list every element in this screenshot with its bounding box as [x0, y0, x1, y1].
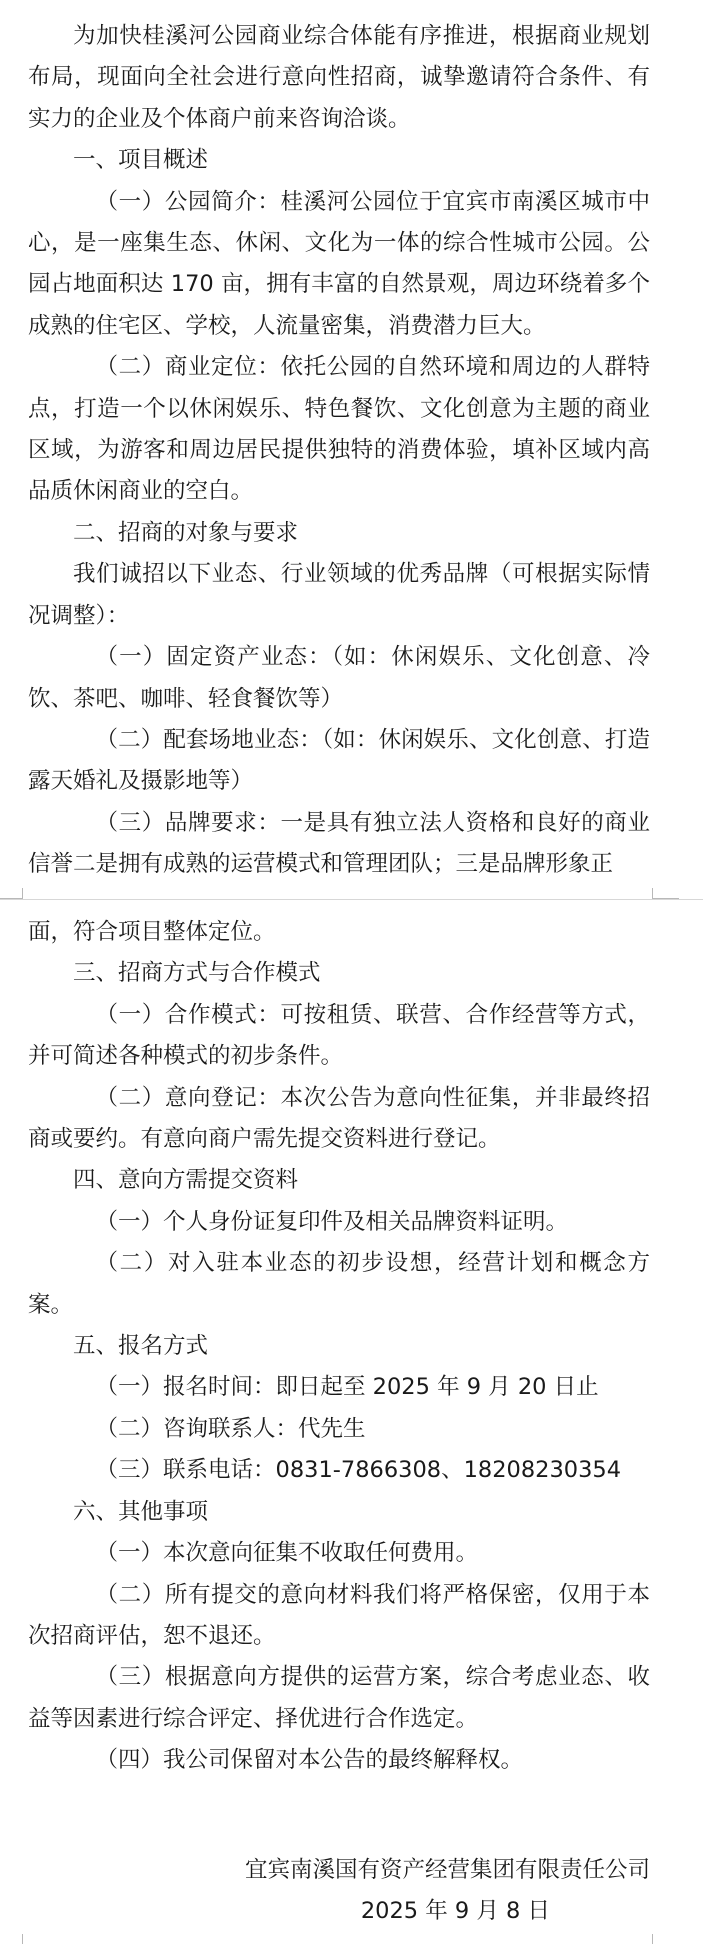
crop-mark — [0, 888, 23, 899]
signature-date — [28, 1891, 650, 1932]
section-2-paragraph-2: （二）配套场地业态：（如：休闲娱乐、文化创意、打造露天婚礼及摄影地等） — [28, 726, 650, 795]
section-1-heading: 一、项目概述 — [73, 147, 209, 174]
section-6-paragraph-3: （三）根据意向方提供的运营方案，综合考虑业态、收益等因素进行综合评定、择优进行合作选定。 — [28, 1664, 650, 1732]
section-4-heading: 四、意向方需提交资料 — [73, 1167, 299, 1194]
section-6-paragraph-1: （一）本次意向征集不收取任何费用。 — [95, 1540, 479, 1567]
section-6-paragraph-2: （二）所有提交的意向材料我们将严格保密，仅用于本次招商评估，恕不退还。 — [28, 1581, 650, 1649]
section-3-paragraph-2: （二）意向登记：本次公告为意向性征集，并非最终招商或要约。有意向商户需先提交资料进行登记。 — [28, 1084, 650, 1153]
section-5-paragraph-1: （一）报名时间：即日起至 2025 年 9 月 20 日止 — [95, 1374, 599, 1401]
document-page-2 — [0, 900, 703, 1944]
section-1-paragraph-2: （二）商业定位：依托公园的自然环境和周边的人群特点，打造一个以休闲娱乐、特色餐饮、文化创意为主题的商业区域，为游客和周边居民提供独特的消费体验，填补区域内高品质休闲商业的空白。 — [28, 354, 650, 505]
intro-paragraph: 为加快桂溪河公园商业综合体能有序推进，根据商业规划布局，现面向全社会进行意向性招商，诚挚邀请符合条件、有实力的企业及个体商户前来咨询洽谈。 — [28, 23, 650, 132]
section-6-paragraph-4: （四）我公司保留对本公告的最终解释权。 — [95, 1747, 524, 1774]
announcement-body — [28, 16, 650, 886]
section-2-paragraph-1: （一）固定资产业态：（如：休闲娱乐、文化创意、冷饮、茶吧、咖啡、轻食餐饮等） — [28, 644, 650, 712]
section-4-paragraph-2: （二）对入驻本业态的初步设想，经营计划和概念方案。 — [28, 1250, 650, 1318]
signature-company: 宜宾南溪国有资产经营集团有限责任公司 — [244, 1857, 650, 1883]
section-2-intro: 我们诚招以下业态、行业领域的优秀品牌（可根据实际情况调整）： — [28, 561, 650, 629]
crop-mark — [652, 888, 679, 899]
section-6-heading: 六、其他事项 — [73, 1498, 209, 1525]
document-page-1 — [0, 0, 703, 900]
section-5-heading: 五、报名方式 — [73, 1333, 209, 1360]
section-2-heading: 二、招商的对象与要求 — [73, 519, 299, 546]
section-3-paragraph-1: （一）合作模式：可按租赁、联营、合作经营等方式，并可简述各种模式的初步条件。 — [28, 1001, 650, 1070]
section-4-paragraph-1: （一）个人身份证复印件及相关品牌资料证明。 — [95, 1208, 569, 1235]
announcement-body-continued — [28, 912, 650, 1782]
section-5-paragraph-2: （二）咨询联系人：代先生 — [95, 1415, 366, 1442]
signature-date-text: 2025 年 9 月 8 日 — [360, 1898, 550, 1924]
section-2-paragraph-3-part-1: （三）品牌要求：一是具有独立法人资格和良好的商业信誉二是拥有成熟的运营模式和管理团队；三是品牌形象正 — [28, 809, 650, 878]
crop-mark — [0, 1934, 23, 1944]
section-2-paragraph-3-part-2: 面，符合项目整体定位。 — [28, 919, 276, 945]
crop-mark — [652, 1934, 679, 1944]
section-3-heading: 三、招商方式与合作模式 — [73, 960, 321, 987]
section-5-paragraph-3: （三）联系电话：0831-7866308、18208230354 — [95, 1457, 622, 1484]
section-1-paragraph-1: （一）公园简介：桂溪河公园位于宜宾市南溪区城市中心，是一座集生态、休闲、文化为一体的综合性城市公园。公园占地面积达 170 亩，拥有丰富的自然景观，周边环绕着多个成熟的住宅区、学校，人流量密集，消费潜力巨大。 — [28, 188, 650, 339]
